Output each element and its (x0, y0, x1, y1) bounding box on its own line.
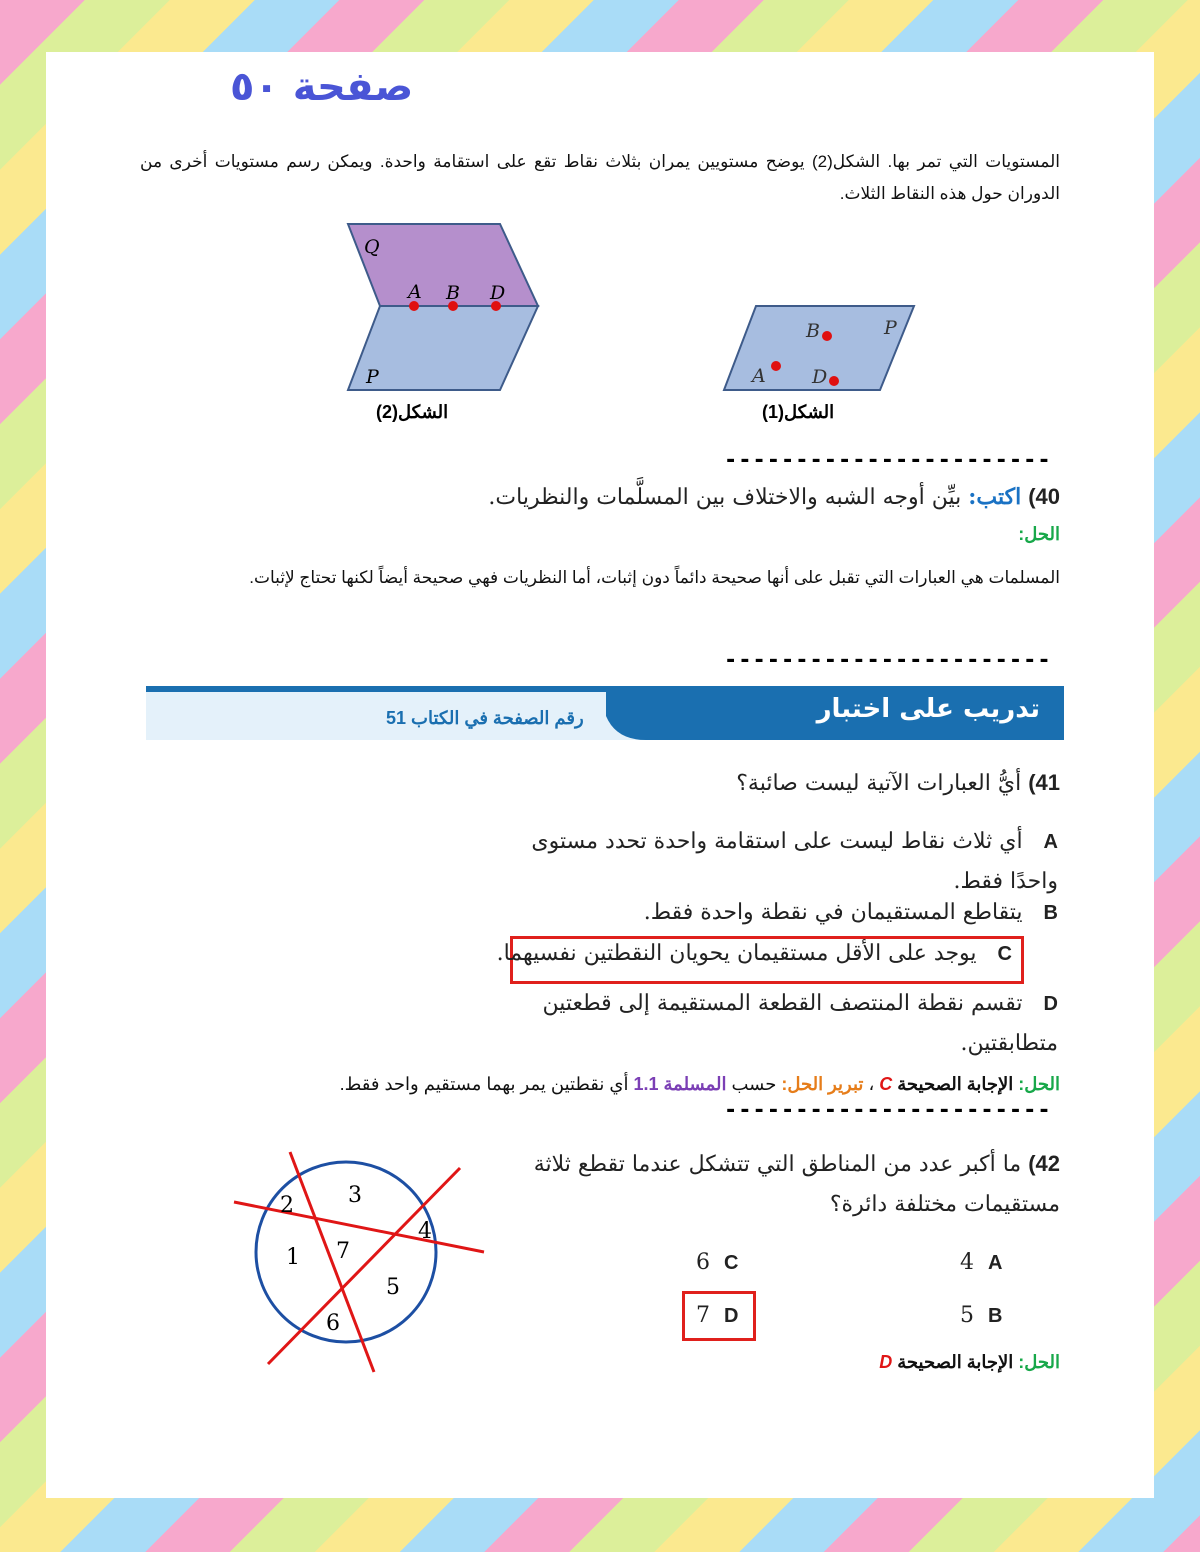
justify-label: تبرير الحل: (781, 1074, 864, 1094)
label-p: P (366, 366, 379, 388)
option-letter: C (997, 943, 1012, 965)
point-d (829, 376, 839, 386)
correct-answer-label: الإجابة الصحيحة (897, 1074, 1014, 1094)
separator: ----------------------- (724, 1098, 1052, 1123)
region-1: 1 (286, 1245, 300, 1270)
justify-text: أي نقطتين يمر بهما مستقيم واحد فقط. (339, 1074, 629, 1094)
label-b: B (806, 320, 820, 342)
option-letter: D (724, 1305, 739, 1327)
solution-label: الحل: (1018, 524, 1060, 544)
option-letter: A (988, 1252, 1003, 1274)
solution-label: الحل: (1018, 1074, 1060, 1094)
question-text: أيُّ العبارات الآتية ليست صائبة؟ (736, 771, 1022, 796)
intro-paragraph: المستويات التي تمر بها. الشكل(2) يوضح مستويين يمران بثلاث نقاط تقع على استقامة واحدة. ويمكن رسم مستويات أخرى من الدوران حول هذه النقاط الثلاث. (140, 152, 1060, 203)
point-a (771, 361, 781, 371)
region-7: 7 (336, 1239, 350, 1264)
separator: ----------------------- (724, 448, 1052, 473)
label-a: A (408, 281, 422, 303)
correct-answer-label: الإجابة الصحيحة (897, 1352, 1014, 1372)
option-a (518, 822, 1058, 902)
circle-regions-diagram (228, 1146, 490, 1378)
question-number: 41) (1028, 770, 1060, 795)
option-letter: B (1043, 902, 1058, 924)
q40-answer: المسلمات هي العبارات التي تقبل على أنها صحيحة دائماً دون إثبات، أما النظريات فهي صحيحة أيضاً لكنها تحتاج لإثبات. (249, 568, 1060, 587)
region-5: 5 (386, 1275, 400, 1300)
figure-2 (340, 218, 550, 398)
question-number: 42) (1028, 1151, 1060, 1176)
option-d (696, 1303, 738, 1328)
option-text: أي ثلاث نقاط ليست على استقامة واحدة تحدد مستوى واحدًا فقط. (531, 829, 1058, 894)
label-d: D (490, 282, 506, 304)
question-42 (520, 1144, 1060, 1225)
question-text: بيِّن أوجه الشبه والاختلاف بين المسلَّمات والنظريات. (488, 485, 962, 510)
option-d (518, 984, 1058, 1064)
option-value: 6 (696, 1250, 710, 1275)
option-value: 7 (696, 1303, 710, 1328)
figure-1 (720, 300, 920, 396)
label-p: P (884, 317, 897, 339)
point-b (822, 331, 832, 341)
question-41 (736, 770, 1060, 796)
region-3: 3 (348, 1183, 362, 1208)
question-40 (360, 484, 1060, 510)
label-a: A (752, 365, 766, 387)
option-letter: A (1043, 831, 1058, 853)
option-c (696, 1250, 738, 1275)
banner-title: تدريب على اختبار (816, 694, 1040, 724)
justify-pre: حسب (731, 1074, 777, 1094)
option-c (497, 941, 1012, 966)
option-text: يتقاطع المستقيمان في نقطة واحدة فقط. (643, 900, 1023, 925)
q41-solution (340, 1074, 1060, 1095)
comma: ، (868, 1074, 875, 1094)
region-2: 2 (280, 1193, 294, 1218)
q42-solution (879, 1352, 1060, 1373)
option-letter: C (724, 1252, 739, 1274)
option-b (960, 1303, 1002, 1328)
test-practice-banner (146, 686, 1064, 740)
region-4: 4 (418, 1219, 432, 1244)
option-value: 5 (960, 1303, 974, 1328)
option-text: تقسم نقطة المنتصف القطعة المستقيمة إلى قطعتين متطابقتين. (542, 991, 1058, 1056)
region-6: 6 (326, 1311, 340, 1336)
page-title: صفحة ٥٠ (230, 64, 414, 110)
line-1 (234, 1202, 484, 1252)
option-text: يوجد على الأقل مستقيمان يحويان النقطتين نفسيهما. (496, 941, 977, 966)
option-b (644, 900, 1058, 925)
write-keyword: اكتب: (968, 484, 1022, 510)
question-number: 40) (1028, 484, 1060, 509)
label-q: Q (364, 236, 380, 258)
figure-1-caption: الشكل(1) (762, 402, 835, 422)
label-d: D (812, 366, 828, 388)
banner-page-ref: رقم الصفحة في الكتاب 51 (386, 708, 584, 728)
postulate-label: المسلمة (663, 1074, 727, 1094)
solution-label: الحل: (1018, 1352, 1060, 1372)
option-a (960, 1250, 1002, 1275)
option-letter: D (1043, 993, 1058, 1015)
label-b: B (446, 282, 460, 304)
option-letter: B (988, 1305, 1003, 1327)
separator: ----------------------- (724, 648, 1052, 673)
option-value: 4 (960, 1250, 974, 1275)
postulate-number: 1.1 (633, 1074, 659, 1094)
figure-2-caption: الشكل(2) (376, 402, 449, 422)
correct-letter: C (879, 1074, 893, 1094)
correct-letter: D (879, 1352, 893, 1372)
question-text: ما أكبر عدد من المناطق التي تتشكل عندما تقطع ثلاثة مستقيمات مختلفة دائرة؟ (533, 1152, 1060, 1217)
